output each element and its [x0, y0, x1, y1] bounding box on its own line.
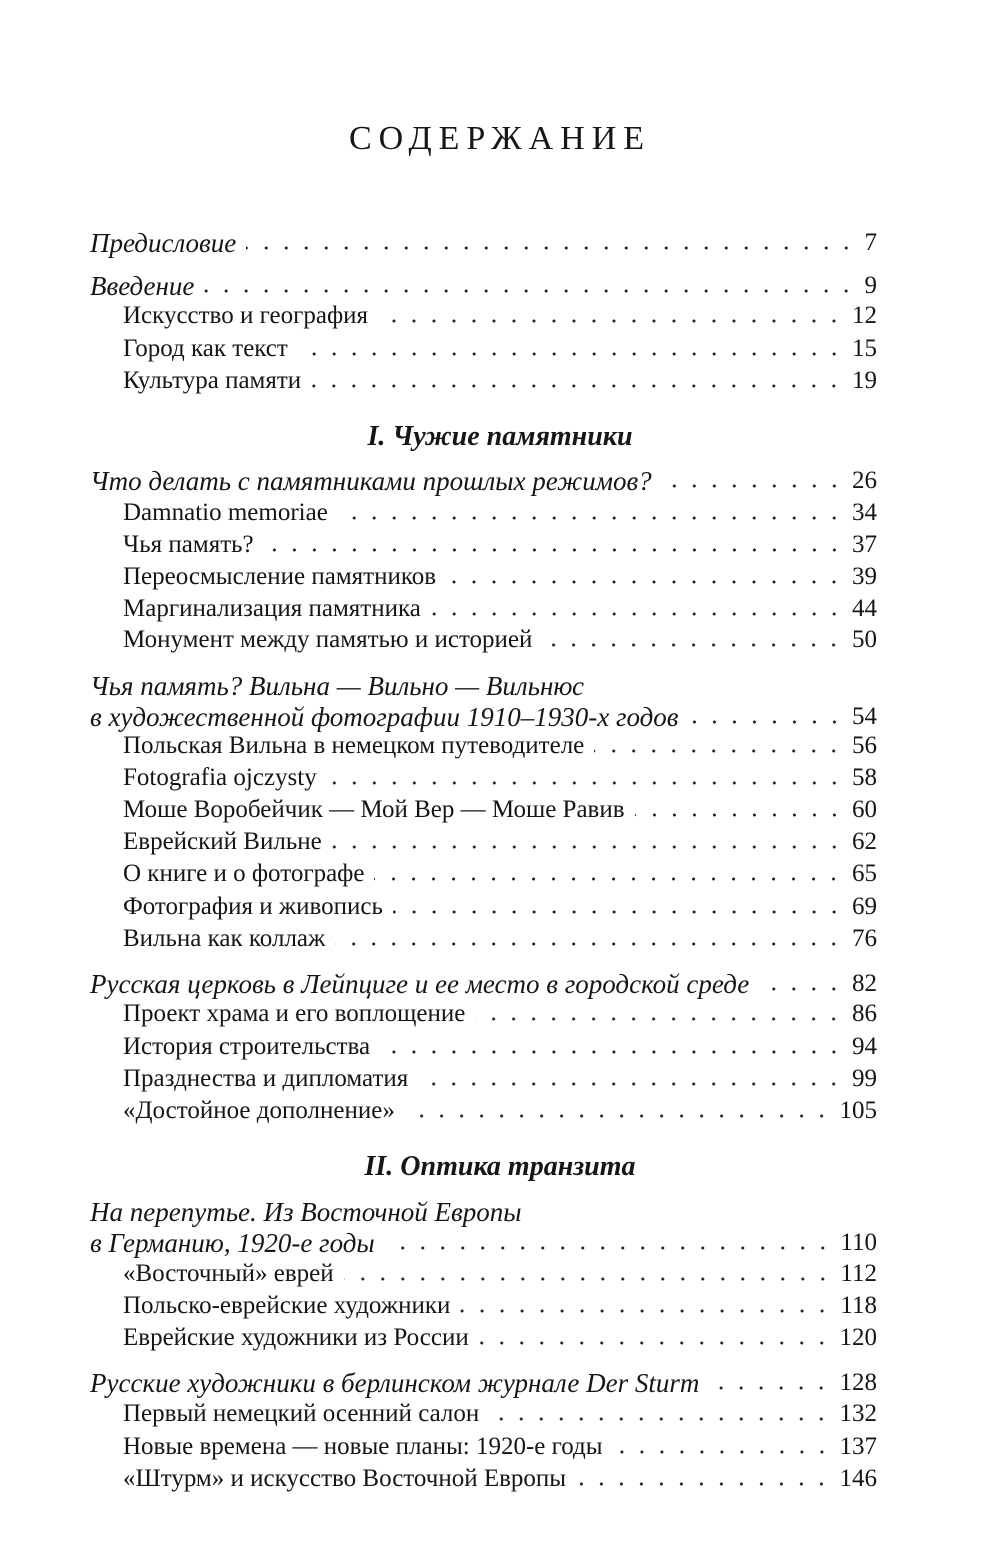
dot-leader	[689, 720, 844, 724]
toc-page-number: 110	[840, 1229, 877, 1256]
toc-entry-title-line1[interactable]: На перепутье. Из Восточной Европы	[90, 1197, 522, 1227]
page-title: СОДЕРЖАНИЕ	[348, 120, 652, 157]
toc-entry[interactable]	[90, 1227, 877, 1259]
dot-leader	[594, 749, 844, 753]
toc-page-number: 54	[852, 703, 877, 730]
toc-page-number: 26	[852, 467, 877, 494]
dot-leader	[246, 246, 856, 250]
toc-subentry[interactable]	[123, 529, 877, 561]
toc-entry[interactable]	[90, 465, 877, 497]
toc-entry[interactable]	[90, 1367, 877, 1399]
dot-leader	[380, 1050, 844, 1054]
toc-page-number: 105	[839, 1097, 877, 1124]
toc-entry-title: Первый немецкий осенний салон	[123, 1400, 480, 1427]
toc-page-number: 39	[852, 563, 877, 590]
toc-page-number: 50	[852, 626, 877, 653]
toc-entry-title: Проект храма и его воплощение	[123, 1000, 466, 1027]
toc-entry-title: Фотография и живопись	[123, 893, 383, 920]
toc-entry-title: Празднества и дипломатия	[123, 1065, 409, 1092]
dot-leader	[264, 548, 844, 552]
dot-leader	[613, 1450, 832, 1454]
toc-page-number: 112	[840, 1260, 877, 1287]
dot-leader	[542, 643, 844, 647]
dot-leader	[431, 612, 844, 616]
toc-subentry[interactable]	[123, 497, 877, 529]
toc-entry[interactable]	[90, 968, 877, 1000]
toc-subentry[interactable]	[123, 923, 877, 955]
toc-page-number: 137	[839, 1433, 877, 1460]
toc-page-number: 99	[852, 1065, 877, 1092]
toc-page-number: 44	[852, 595, 877, 622]
toc-entry-title: Введение	[90, 271, 195, 301]
toc-entry-title: Новые времена — новые планы: 1920-е годы	[123, 1433, 603, 1460]
toc-page-number: 9	[864, 272, 877, 299]
part-heading: I. Чужие памятники	[367, 421, 633, 452]
toc-entry-title: Польско-еврейские художники	[123, 1292, 451, 1319]
toc-page-number: 56	[852, 732, 877, 759]
toc-entry-title: О книге и о фотографе	[123, 860, 365, 887]
toc-entry-title: Польская Вильна в немецком путеводителе	[123, 732, 585, 759]
dot-leader	[418, 1082, 844, 1086]
toc-page-number: 146	[839, 1465, 877, 1492]
toc-page-number: 65	[852, 860, 877, 887]
toc-page-number: 86	[852, 1000, 877, 1027]
toc-entry-title: История строительства	[123, 1033, 371, 1060]
toc-entry[interactable]	[90, 227, 877, 259]
toc-entry-title: Вильна как коллаж	[123, 925, 326, 952]
toc-page-number: 82	[852, 970, 877, 997]
toc-entry-title: Еврейский Вильне	[123, 828, 322, 855]
toc-entry-title: Переосмысление памятников	[123, 563, 437, 590]
toc-subentry[interactable]	[123, 891, 877, 923]
toc-page-number: 94	[852, 1033, 877, 1060]
toc-subentry[interactable]	[123, 333, 877, 365]
toc-page-number: 76	[852, 925, 877, 952]
toc-subentry[interactable]	[123, 1322, 877, 1354]
toc-entry-title: Fotografia ojczysty	[123, 764, 317, 791]
dot-leader	[662, 484, 844, 488]
toc-page-number: 118	[840, 1292, 877, 1319]
dot-leader	[489, 1417, 831, 1421]
dot-leader	[475, 1017, 844, 1021]
toc-entry-title: Маргинализация памятника	[123, 595, 421, 622]
dot-leader	[338, 516, 844, 520]
dot-leader	[759, 987, 844, 991]
toc-subentry[interactable]	[123, 365, 877, 397]
dot-leader	[311, 384, 844, 388]
toc-entry-title: Монумент между памятью и историей	[123, 626, 533, 653]
toc-entry-title: «Восточный» еврей	[123, 1260, 334, 1287]
toc-subentry[interactable]	[123, 624, 877, 656]
toc-subentry[interactable]	[123, 300, 877, 332]
toc-page-number: 69	[852, 893, 877, 920]
toc-entry-title: Чья память?	[123, 531, 254, 558]
toc-subentry[interactable]	[123, 1398, 877, 1430]
dot-leader	[479, 1341, 832, 1345]
dot-leader	[635, 813, 844, 817]
toc-entry-title: Русская церковь в Лейпциге и ее место в городской среде	[90, 969, 750, 999]
part-heading: II. Оптика транзита	[364, 1151, 636, 1182]
toc-subentry[interactable]	[123, 1258, 877, 1290]
toc-entry-title: Еврейские художники из России	[123, 1324, 469, 1351]
toc-subentry[interactable]	[123, 794, 877, 826]
dot-leader	[405, 1114, 832, 1118]
toc-page-number: 62	[852, 828, 877, 855]
toc-entry-title: в художественной фотографии 1910–1930-х годов	[90, 702, 679, 732]
dot-leader	[393, 910, 844, 914]
toc-entry-title: Моше Воробейчик — Мой Вер — Моше Равив	[123, 796, 625, 823]
toc-entry-title: Что делать с памятниками прошлых режимов?	[90, 466, 652, 496]
toc-entry-title: Культура памяти	[123, 367, 302, 394]
toc-entry-title: Город как текст	[123, 335, 288, 362]
dot-leader	[332, 845, 844, 849]
toc-entry-title: Русские художники в берлинском журнале Der Sturm	[90, 1368, 700, 1398]
dot-leader	[378, 319, 844, 323]
toc-subentry[interactable]	[123, 1095, 877, 1127]
dot-leader	[446, 580, 844, 584]
toc-page-number: 34	[852, 499, 877, 526]
toc-subentry[interactable]	[123, 826, 877, 858]
toc-subentry[interactable]	[123, 593, 877, 625]
toc-subentry[interactable]	[123, 858, 877, 890]
toc-page-number: 132	[839, 1400, 877, 1427]
toc-entry-title: Damnatio memoriae	[123, 499, 328, 526]
toc-entry[interactable]	[90, 270, 877, 302]
toc-subentry[interactable]	[123, 762, 877, 794]
toc-subentry[interactable]	[123, 561, 877, 593]
toc-page-number: 60	[852, 796, 877, 823]
toc-subentry[interactable]	[123, 1031, 877, 1063]
toc-entry-title: в Германию, 1920-е годы	[90, 1228, 375, 1258]
toc-page-number: 120	[839, 1324, 877, 1351]
dot-leader	[709, 1386, 831, 1390]
dot-leader	[374, 877, 844, 881]
toc-entry-title: «Штурм» и искусство Восточной Европы	[123, 1465, 567, 1492]
dot-leader	[385, 1246, 833, 1250]
toc-page-number: 37	[852, 531, 877, 558]
toc-subentry[interactable]	[123, 1290, 877, 1322]
toc-entry[interactable]	[90, 701, 877, 733]
dot-leader	[335, 942, 844, 946]
dot-leader	[576, 1482, 831, 1486]
dot-leader	[460, 1309, 832, 1313]
dot-leader	[344, 1277, 833, 1281]
toc-subentry[interactable]	[123, 1063, 877, 1095]
toc-entry-title: «Достойное дополнение»	[123, 1097, 395, 1124]
toc-subentry[interactable]	[123, 998, 877, 1030]
toc-page-number: 15	[852, 335, 877, 362]
toc-page-number: 7	[864, 229, 877, 256]
toc-page-number: 128	[839, 1369, 877, 1396]
toc-page-number: 19	[852, 367, 877, 394]
toc-entry-title-line1[interactable]: Чья память? Вильна — Вильно — Вильнюс	[90, 671, 585, 701]
toc-subentry[interactable]	[123, 730, 877, 762]
toc-subentry[interactable]	[123, 1463, 877, 1495]
toc-subentry[interactable]	[123, 1431, 877, 1463]
toc-page-number: 58	[852, 764, 877, 791]
toc-page-number: 12	[852, 302, 877, 329]
toc-entry-title: Искусство и география	[123, 302, 369, 329]
toc-entry-title: Предисловие	[90, 228, 237, 258]
dot-leader	[298, 352, 844, 356]
dot-leader	[327, 781, 844, 785]
dot-leader	[204, 289, 856, 293]
